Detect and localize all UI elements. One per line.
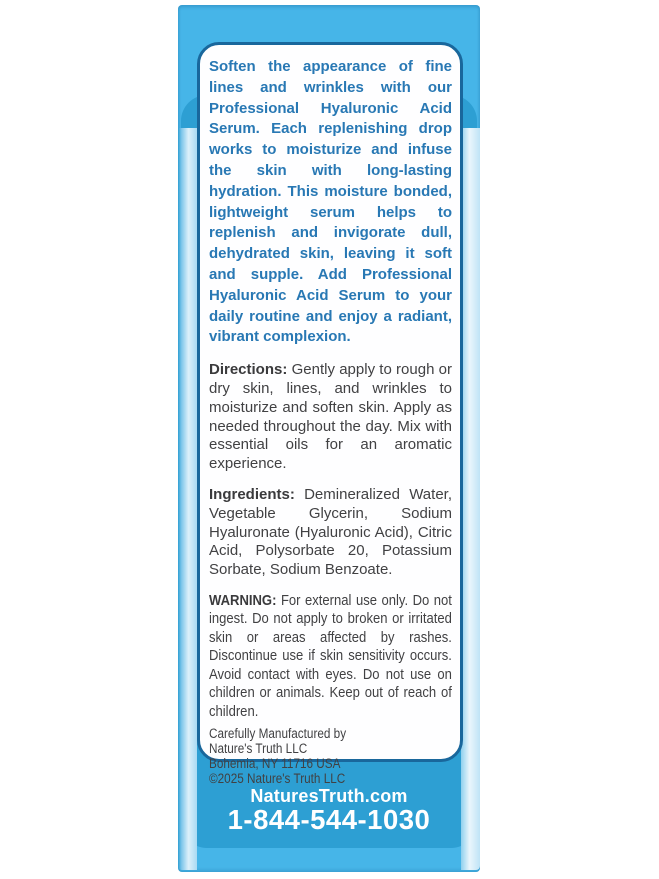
ingredients-section xyxy=(209,486,452,580)
phone-number: 1-844-544-1030 xyxy=(227,804,431,835)
box-right-edge-bevel xyxy=(461,128,480,870)
directions-label: Directions: xyxy=(209,361,288,379)
ingredients-label: Ingredients: xyxy=(209,485,295,503)
warning-label: WARNING: xyxy=(209,591,277,609)
manufacturer-block xyxy=(209,726,452,786)
ingredients-text: Demineralized Water, Vegetable Glycerin, Sodium Hyaluronate (Hyaluronic Acid), Citric Acid, Polysorbate 20, Potassium Sorbate, Sodium Benzoate. xyxy=(209,485,452,579)
copyright-line: ©2025 Nature's Truth LLC xyxy=(209,771,346,787)
directions-text: Gently apply to rough or dry skin, lines, and wrinkles to moisturize and soften skin. Apply as needed throughout the day. Mix with essential oils for an aromatic experience. xyxy=(209,361,453,473)
directions-section xyxy=(209,361,452,474)
website-text: NaturesTruth.com xyxy=(250,786,408,806)
warning-text: For external use only. Do not ingest. Do not apply to broken or irritated skin or areas affected by rashes. Discontinue use if skin sensitivity occurs. Avoid contact with eyes. Do not use on children or animals. Keep out of reach of children. xyxy=(209,591,452,720)
warning-section xyxy=(209,592,452,722)
manufacturer-line-3: Bohemia, NY 11716 USA xyxy=(209,756,341,772)
manufacturer-line-1: Carefully Manufactured by xyxy=(209,726,347,742)
manufacturer-line-2: Nature's Truth LLC xyxy=(209,741,308,757)
product-package-back-panel xyxy=(178,5,480,872)
label-panel xyxy=(197,42,463,787)
box-left-edge-bevel xyxy=(178,128,197,870)
marketing-copy: Soften the appearance of fine lines and wrinkles with our Professional Hyaluronic Acid Serum. Each replenishing drop works to moisturize and infuse the skin with long-lasting hydration. This moisture bonded, lightweight serum helps to replenish and invigorate dull, dehydrated skin, leaving it soft and supple. Add Professional Hyaluronic Acid Serum to your daily routine and enjoy a radiant, vibrant complexion. xyxy=(209,58,452,346)
